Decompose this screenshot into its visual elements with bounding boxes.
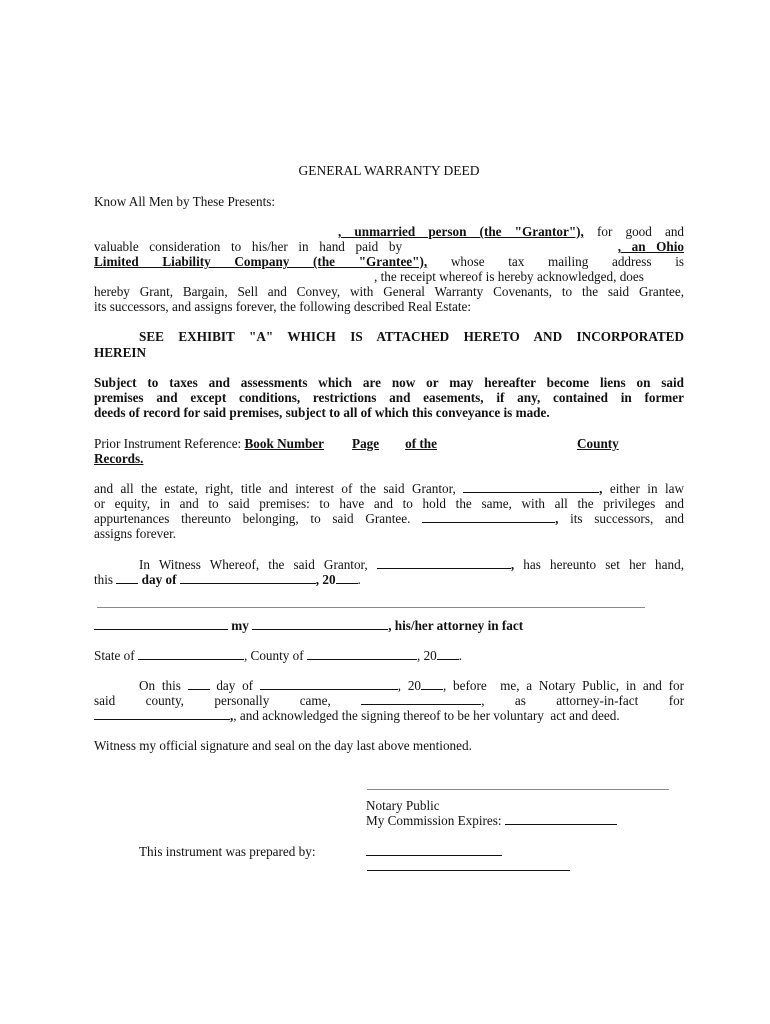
- grantee-blank[interactable]: [413, 240, 618, 251]
- exhibit-line-1: SEE EXHIBIT "A" WHICH IS ATTACHED HERETO AND INCORPORATED: [139, 329, 684, 344]
- attorney-line: my , his/her attorney in fact: [94, 618, 684, 633]
- state-county-blank[interactable]: [307, 648, 417, 660]
- witness-line-2: this day of , 20 .: [94, 572, 361, 587]
- grantor-line: , unmarried person (the "Grantor"), for good and: [94, 224, 684, 239]
- state-year-blank[interactable]: [437, 648, 459, 660]
- subject-line-2: premises and except conditions, restrictions and easements, if any, contained in former: [94, 390, 684, 405]
- witness-month-blank[interactable]: [180, 572, 316, 584]
- notary-person-blank[interactable]: [361, 693, 481, 705]
- grantee-line: Limited Liability Company (the "Grantee"), whose tax mailing address is: [94, 254, 685, 269]
- official-signature-line: Witness my official signature and seal on the day last above mentioned.: [94, 738, 472, 753]
- signature-line[interactable]: [97, 607, 645, 608]
- attorney-blank[interactable]: [252, 618, 388, 630]
- consideration-line: valuable consideration to his/her in hand paid by , an Ohio: [94, 239, 685, 254]
- prepared-by-label: This instrument was prepared by:: [139, 844, 316, 859]
- notary-day-blank[interactable]: [188, 678, 210, 690]
- principal-blank[interactable]: [94, 618, 228, 630]
- successors-line: its successors, and assigns forever, the following described Real Estate:: [94, 299, 472, 314]
- estate-line-2: or equity, in and to said premises: to have and to hold the same, with all the privileges and: [94, 496, 684, 511]
- notary-public-label: Notary Public: [366, 798, 440, 813]
- receipt-line: , the receipt whereof is hereby acknowledged, does: [94, 269, 684, 284]
- records-line: Records.: [94, 451, 144, 466]
- witness-line-1: In Witness Whereof, the said Grantor, , has hereunto set her hand,: [139, 557, 684, 572]
- witness-day-blank[interactable]: [116, 572, 138, 584]
- address-blank[interactable]: [94, 270, 374, 281]
- notary-line-1: On this day of , 20 , before me, a Notary Public, in and for: [139, 678, 684, 693]
- estate-line-4: assigns forever.: [94, 526, 177, 541]
- exhibit-line-2: HEREIN: [94, 345, 147, 360]
- county-blank[interactable]: [437, 437, 577, 448]
- state-blank[interactable]: [138, 648, 244, 660]
- state-county-line: State of , County of , 20 .: [94, 648, 463, 663]
- estate-grantee-blank[interactable]: [422, 511, 555, 523]
- commission-expires-blank[interactable]: [505, 813, 617, 825]
- grantor-blank[interactable]: [138, 225, 338, 236]
- preparer-name-line: [366, 844, 566, 859]
- notary-year-blank[interactable]: [421, 678, 443, 690]
- page-title: GENERAL WARRANTY DEED: [298, 163, 480, 178]
- estate-line-3: appurtenances thereunto belonging, to said Grantee. , its successors, and: [94, 511, 685, 526]
- notary-month-blank[interactable]: [260, 678, 398, 690]
- notary-line-2: said county, personally came, , as attorney-in-fact for: [94, 693, 685, 708]
- estate-grantor-blank[interactable]: [463, 481, 599, 493]
- commission-expires-line: My Commission Expires:: [366, 813, 666, 828]
- witness-year-blank[interactable]: [336, 572, 358, 584]
- book-number-blank[interactable]: [324, 437, 352, 448]
- subject-line-1: Subject to taxes and assessments which are now or may hereafter become liens on said: [94, 375, 684, 390]
- prior-instrument-line: Prior Instrument Reference: Book Number Page of the County: [94, 436, 619, 451]
- estate-line-1: and all the estate, right, title and interest of the said Grantor, , either in law: [94, 481, 684, 496]
- page-blank[interactable]: [379, 437, 405, 448]
- witness-grantor-blank[interactable]: [377, 557, 511, 569]
- notary-principal-blank[interactable]: [94, 708, 230, 720]
- grantor-label: , unmarried person (the "Grantor"),: [138, 224, 584, 239]
- intro-line: Know All Men by These Presents:: [94, 194, 276, 209]
- notary-signature-line[interactable]: [367, 789, 669, 790]
- subject-line-3: deeds of record for said premises, subject to all of which this conveyance is made.: [94, 405, 550, 420]
- grant-line: hereby Grant, Bargain, Sell and Convey, with General Warranty Covenants, to the said Grantee,: [94, 284, 684, 299]
- preparer-address-line[interactable]: [367, 870, 570, 871]
- preparer-name-blank[interactable]: [366, 844, 502, 856]
- notary-line-3: ,, and acknowledged the signing thereof to be her voluntary act and deed.: [94, 708, 684, 723]
